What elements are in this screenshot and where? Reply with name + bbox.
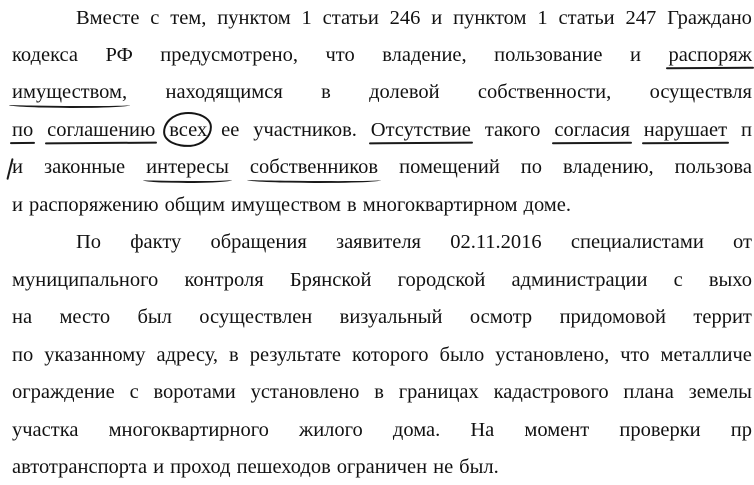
word: многоквартирном: [362, 194, 518, 216]
word: обращения: [210, 231, 307, 253]
word: пользование: [494, 44, 603, 66]
word: контроля: [184, 269, 264, 291]
word: собственности,: [477, 81, 612, 103]
word: место: [59, 306, 111, 328]
word: пр: [730, 419, 752, 441]
word: не: [433, 456, 454, 478]
word: проверки: [619, 419, 701, 441]
word: земелы: [688, 381, 752, 403]
word: Вместе: [76, 7, 140, 29]
word: 1: [301, 7, 312, 29]
word: городской: [397, 269, 486, 291]
word: которого: [352, 344, 429, 366]
word: границах: [398, 381, 479, 403]
word: металличе: [660, 344, 752, 366]
word: с: [150, 7, 160, 29]
text-line: [76, 227, 752, 257]
word: ограничен: [336, 456, 428, 478]
word: и: [12, 194, 23, 216]
text-line: [12, 265, 752, 295]
word: общим: [164, 194, 226, 216]
text-line: [12, 340, 752, 370]
word: п: [740, 119, 752, 141]
word: Брянской: [289, 269, 372, 291]
word: установлено: [250, 381, 360, 403]
word: ее: [221, 119, 240, 141]
word: автотранспорта: [12, 456, 148, 478]
word: статьи: [322, 7, 379, 29]
text-line: [12, 452, 499, 482]
word: По: [76, 231, 102, 253]
underlined-word: по: [12, 115, 33, 145]
word: факту: [130, 231, 182, 253]
word: законные: [43, 156, 126, 178]
word: помещений: [399, 156, 500, 178]
word: результате: [249, 344, 341, 366]
word: был: [137, 306, 172, 328]
word: находящимся: [165, 81, 283, 103]
word: 247: [625, 7, 657, 29]
word: пешеходов: [236, 456, 331, 478]
text-line: [12, 115, 752, 145]
word: На: [470, 419, 495, 441]
word: доме.: [523, 194, 572, 216]
word: долевой: [369, 81, 440, 103]
text-line: [12, 40, 752, 70]
word: и: [12, 156, 23, 178]
word: 02.11.2016: [450, 231, 542, 253]
underlined-word: нарушает: [644, 115, 727, 145]
word: и: [153, 456, 165, 478]
underlined-word: имуществом,: [12, 77, 127, 107]
circled-word: всех: [169, 115, 207, 145]
text-line: [12, 377, 752, 407]
word: было: [439, 344, 485, 366]
word: по: [520, 156, 543, 178]
underlined-word: соглашению: [47, 115, 155, 145]
word: пользова: [674, 156, 752, 178]
word: кодекса: [12, 44, 79, 66]
word: Граждано: [667, 7, 752, 29]
word: 246: [389, 7, 421, 29]
word: владению,: [563, 156, 654, 178]
word: тем,: [170, 7, 207, 29]
word: и: [431, 7, 443, 29]
word: адресу,: [156, 344, 219, 366]
word: и: [629, 44, 641, 66]
word: в: [374, 381, 384, 403]
word: в: [229, 344, 239, 366]
word: выхо: [708, 269, 752, 291]
word: осуществля: [649, 81, 752, 103]
word: проход: [170, 456, 231, 478]
word: был.: [459, 456, 499, 478]
word: участка: [12, 419, 79, 441]
underlined-word: собственников: [250, 152, 378, 182]
word: что: [325, 44, 355, 66]
text-line: [12, 302, 752, 332]
word: 1: [537, 7, 548, 29]
word: в: [347, 194, 357, 216]
word: от: [733, 231, 752, 253]
word: придомовой: [559, 306, 667, 328]
word: многоквартирного: [108, 419, 269, 441]
word: террит: [693, 306, 752, 328]
underlined-word: согласия: [554, 115, 630, 145]
word: специалистами: [570, 231, 704, 253]
word: установлено,: [495, 344, 610, 366]
underlined-word: Отсутствие: [371, 115, 471, 145]
word: дома.: [392, 419, 441, 441]
word: такого: [484, 119, 541, 141]
text-line: [12, 77, 752, 107]
word: статьи: [558, 7, 615, 29]
word: администрации: [511, 269, 648, 291]
word: в: [321, 81, 331, 103]
word: предусмотрено,: [160, 44, 298, 66]
word: с: [129, 381, 139, 403]
word: распоряжению: [28, 194, 159, 216]
word: кадастрового: [493, 381, 609, 403]
word: жилого: [299, 419, 363, 441]
text-line: [76, 3, 752, 33]
word: пунктом: [217, 7, 291, 29]
text-line: [12, 152, 752, 182]
word: осуществлен: [199, 306, 313, 328]
word: момент: [524, 419, 590, 441]
word: что: [620, 344, 650, 366]
word: пунктом: [453, 7, 527, 29]
underlined-word: интересы: [146, 152, 229, 182]
word: с: [673, 269, 683, 291]
word: участников.: [253, 119, 357, 141]
word: заявителя: [335, 231, 421, 253]
word: визуальный: [339, 306, 443, 328]
word: указанному: [44, 344, 146, 366]
text-line: [12, 190, 571, 220]
word: на: [12, 306, 33, 328]
word: осмотр: [469, 306, 533, 328]
word: имуществом: [231, 194, 342, 216]
underlined-word: распоряж: [668, 40, 752, 70]
word: РФ: [105, 44, 133, 66]
word: по: [12, 344, 34, 366]
word: плана: [623, 381, 674, 403]
word: муниципального: [12, 269, 159, 291]
text-line: [12, 415, 752, 445]
word: ограждение: [12, 381, 115, 403]
word: воротами: [153, 381, 236, 403]
word: владение,: [382, 44, 467, 66]
